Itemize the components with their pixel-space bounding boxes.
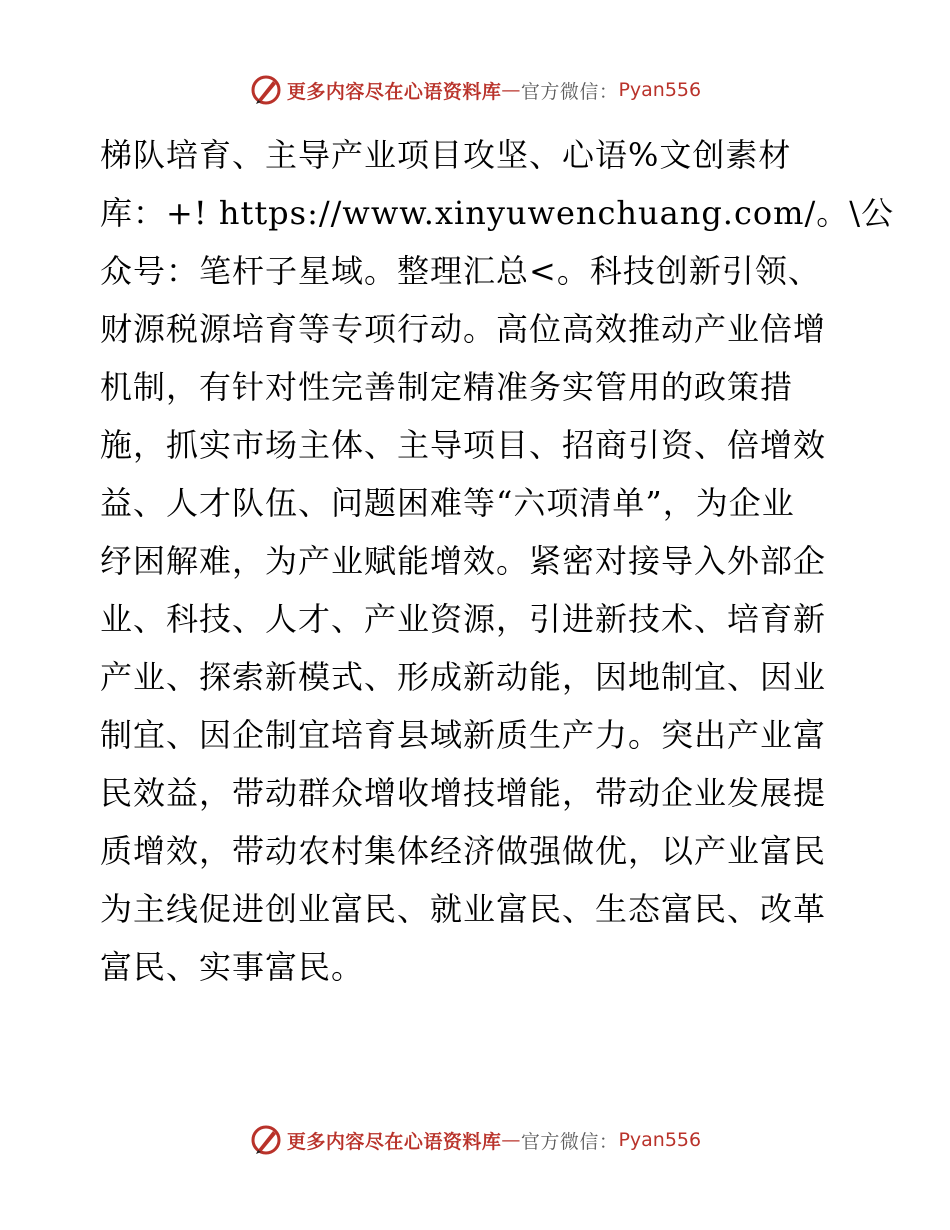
paragraph-line: 库：+! https://www.xinyuwenchuang.com/。\公 [100, 194, 895, 232]
paragraph-line: 制宜、因企制宜培育县域新质生产力。突出产业富 [100, 716, 827, 754]
header-banner [0, 70, 950, 110]
footer-banner [0, 1120, 950, 1160]
paragraph-line: 产业、探索新模式、形成新动能，因地制宜、因业 [100, 658, 827, 696]
banner-prefix: 更多内容尽在心语资料库 [286, 1130, 502, 1153]
document-paragraph [100, 126, 895, 996]
pen-circle-logo-icon [249, 1123, 283, 1157]
banner-handle: Pyan556 [618, 1129, 702, 1151]
paragraph-line: 民效益，带动群众增收增技增能，带动企业发展提 [100, 774, 827, 812]
banner-dash: — [501, 79, 521, 101]
paragraph-line: 纾困解难，为产业赋能增效。紧密对接导入外部企 [100, 542, 827, 580]
banner-dash: — [501, 1129, 521, 1151]
banner-label: 官方微信： [520, 80, 619, 103]
paragraph-line: 机制，有针对性完善制定精准务实管用的政策措 [100, 368, 794, 406]
paragraph-line: 众号：笔杆子星域。整理汇总<。科技创新引领、 [100, 252, 821, 290]
paragraph-line: 质增效，带动农村集体经济做强做优，以产业富民 [100, 832, 827, 870]
banner-label: 官方微信： [520, 1130, 619, 1153]
banner-handle: Pyan556 [618, 79, 702, 101]
paragraph-line: 梯队培育、主导产业项目攻坚、心语%文创素材 [100, 136, 792, 174]
paragraph-line: 为主线促进创业富民、就业富民、生态富民、改革 [100, 890, 827, 928]
paragraph-line: 施，抓实市场主体、主导项目、招商引资、倍增效 [100, 426, 827, 464]
paragraph-line: 益、人才队伍、问题困难等“六项清单”，为企业 [100, 484, 795, 522]
paragraph-line: 业、科技、人才、产业资源，引进新技术、培育新 [100, 600, 827, 638]
paragraph-line: 财源税源培育等专项行动。高位高效推动产业倍增 [100, 310, 827, 348]
paragraph-line: 富民、实事富民。 [100, 948, 365, 986]
banner-prefix: 更多内容尽在心语资料库 [286, 80, 502, 103]
pen-circle-logo-icon [249, 73, 283, 107]
